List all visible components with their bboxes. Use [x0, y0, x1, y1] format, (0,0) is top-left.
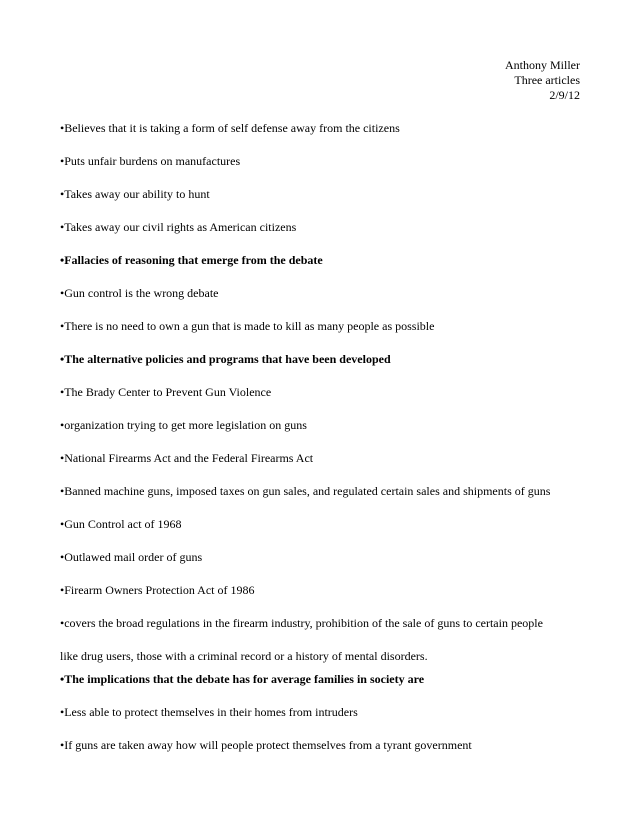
list-item-text: Takes away our civil rights as American citizens: [64, 220, 297, 234]
bullet-icon: •: [60, 672, 65, 686]
list-item-text: The Brady Center to Prevent Gun Violence: [64, 385, 272, 399]
list-item: [60, 737, 600, 753]
list-item: [60, 483, 600, 499]
bullet-icon: •: [60, 616, 65, 630]
list-item-text: The alternative policies and programs that have been developed: [64, 352, 391, 366]
list-item: [60, 582, 600, 598]
list-item-text: If guns are taken away how will people protect themselves from a tyrant government: [64, 738, 472, 752]
bullet-icon: •: [60, 517, 65, 531]
list-item-text: organization trying to get more legislation on guns: [64, 418, 307, 432]
bullet-icon: •: [60, 220, 65, 234]
list-item-continuation: like drug users, those with a criminal record or a history of mental disorders.: [60, 649, 428, 663]
list-item: [60, 384, 600, 400]
bullet-icon: •: [60, 418, 65, 432]
bullet-icon: •: [60, 705, 65, 719]
list-item: [60, 704, 600, 720]
bullet-icon: •: [60, 484, 65, 498]
list-item-text: covers the broad regulations in the firearm industry, prohibition of the sale of guns to certain people: [64, 616, 543, 630]
list-item: [60, 615, 600, 664]
list-item-text: There is no need to own a gun that is made to kill as many people as possible: [64, 319, 435, 333]
bullet-icon: •: [60, 738, 65, 752]
list-item: [60, 450, 600, 466]
bullet-icon: •: [60, 253, 65, 267]
bullet-icon: •: [60, 154, 65, 168]
list-item-text: National Firearms Act and the Federal Firearms Act: [64, 451, 314, 465]
list-item-text: Believes that it is taking a form of self defense away from the citizens: [64, 121, 400, 135]
document-subject: Three articles: [514, 73, 580, 87]
list-item-text: Gun control is the wrong debate: [64, 286, 219, 300]
document-header: [505, 58, 580, 103]
list-item: [60, 318, 600, 334]
list-item-text: Banned machine guns, imposed taxes on gun sales, and regulated certain sales and shipments of guns: [64, 484, 551, 498]
list-item: [60, 285, 600, 301]
list-item-text: Takes away our ability to hunt: [64, 187, 210, 201]
list-item-text: Firearm Owners Protection Act of 1986: [64, 583, 255, 597]
list-item-text: Puts unfair burdens on manufactures: [64, 154, 241, 168]
bullet-icon: •: [60, 286, 65, 300]
list-item: [60, 549, 600, 565]
list-item-text: Outlawed mail order of guns: [64, 550, 203, 564]
bullet-icon: •: [60, 451, 65, 465]
list-item-text: Less able to protect themselves in their homes from intruders: [64, 705, 358, 719]
author-name: Anthony Miller: [505, 58, 580, 72]
list-item-text: The implications that the debate has for average families in society are: [64, 672, 425, 686]
list-item-text: Gun Control act of 1968: [64, 517, 182, 531]
list-item: [60, 120, 600, 136]
list-item: [60, 516, 600, 532]
section-heading: [60, 351, 600, 367]
bullet-icon: •: [60, 187, 65, 201]
bullet-list: [60, 120, 600, 770]
list-item: [60, 417, 600, 433]
list-item: [60, 219, 600, 235]
bullet-icon: •: [60, 550, 65, 564]
bullet-icon: •: [60, 319, 65, 333]
section-heading: [60, 252, 600, 268]
bullet-icon: •: [60, 121, 65, 135]
list-item-text: Fallacies of reasoning that emerge from the debate: [64, 253, 323, 267]
bullet-icon: •: [60, 385, 65, 399]
document-date: 2/9/12: [549, 88, 580, 102]
section-heading: [60, 671, 600, 687]
bullet-icon: •: [60, 583, 65, 597]
bullet-icon: •: [60, 352, 65, 366]
list-item: [60, 186, 600, 202]
list-item: [60, 153, 600, 169]
